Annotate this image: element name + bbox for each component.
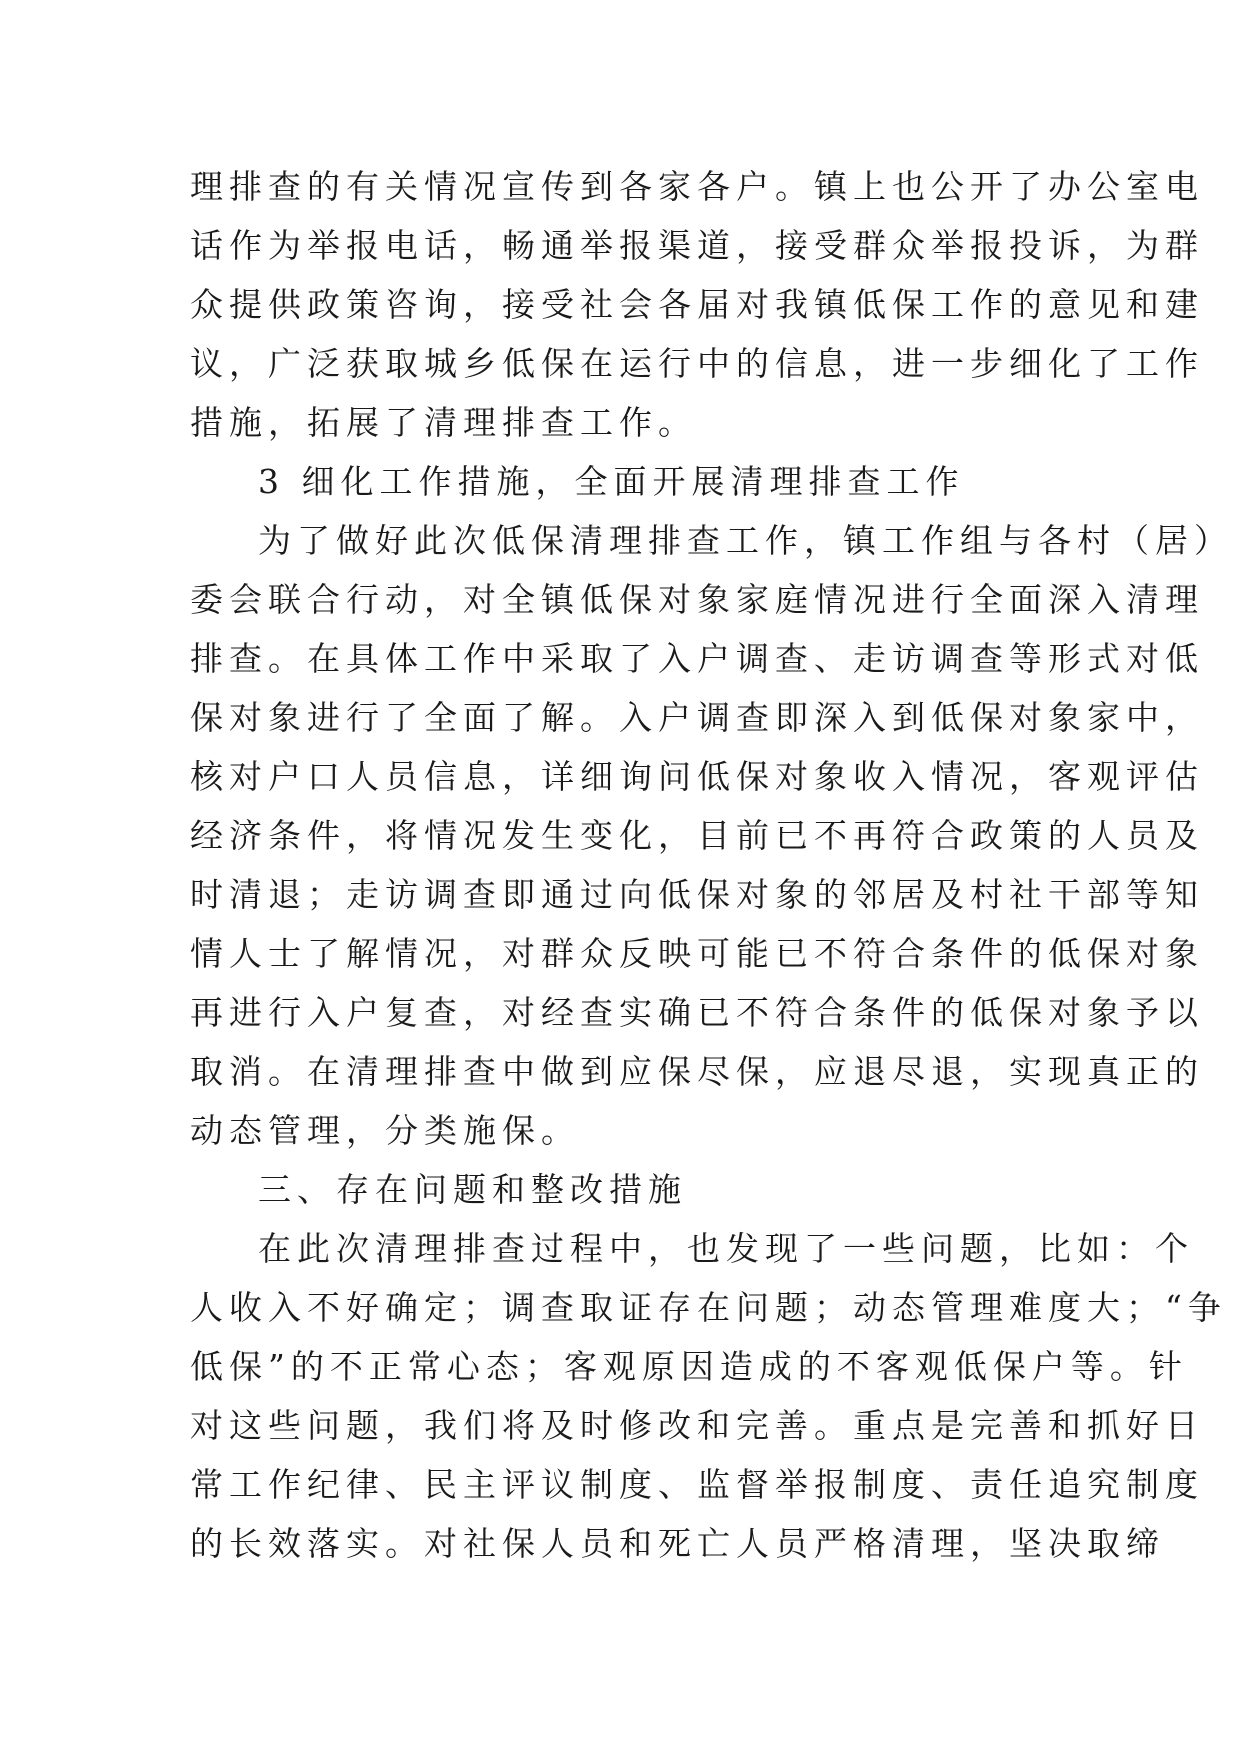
text-line: 理排查的有关情况宣传到各家各户。镇上也公开了办公室电: [190, 167, 1204, 206]
text-line: 取消。在清理排查中做到应保尽保，应退尽退，实现真正的: [190, 1052, 1204, 1091]
text-line: 常工作纪律、民主评议制度、监督举报制度、责任追究制度: [190, 1465, 1204, 1504]
section-heading: 3 细化工作措施，全面开展清理排查工作: [258, 462, 965, 501]
text-line: 措施，拓展了清理排查工作。: [190, 403, 697, 442]
paragraph-first-line: 为了做好此次低保清理排查工作，镇工作组与各村（居）: [258, 521, 1233, 560]
text-line: 情人士了解情况，对群众反映可能已不符合条件的低保对象: [190, 934, 1204, 973]
text-line: 保对象进行了全面了解。入户调查即深入到低保对象家中，: [190, 698, 1204, 737]
text-line: 委会联合行动，对全镇低保对象家庭情况进行全面深入清理: [190, 580, 1204, 619]
paragraph-first-line: 在此次清理排查过程中，也发现了一些问题，比如：个: [258, 1229, 1194, 1268]
text-line: 人收入不好确定；调查取证存在问题；动态管理难度大；“争: [190, 1288, 1227, 1327]
text-line: 核对户口人员信息，详细询问低保对象收入情况，客观评估: [190, 757, 1204, 796]
text-line: 低保”的不正常心态；客观原因造成的不客观低保户等。针: [190, 1347, 1188, 1386]
text-line: 排查。在具体工作中采取了入户调查、走访调查等形式对低: [190, 639, 1204, 678]
text-line: 经济条件，将情况发生变化，目前已不再符合政策的人员及: [190, 816, 1204, 855]
text-line: 众提供政策咨询，接受社会各届对我镇低保工作的意见和建: [190, 285, 1204, 324]
text-line: 议，广泛获取城乡低保在运行中的信息，进一步细化了工作: [190, 344, 1204, 383]
text-line: 时清退；走访调查即通过向低保对象的邻居及村社干部等知: [190, 875, 1204, 914]
text-line: 的长效落实。对社保人员和死亡人员严格清理，坚决取缔: [190, 1524, 1165, 1563]
text-line: 再进行入户复查，对经查实确已不符合条件的低保对象予以: [190, 993, 1204, 1032]
text-line: 对这些问题，我们将及时修改和完善。重点是完善和抓好日: [190, 1406, 1204, 1445]
text-line: 话作为举报电话，畅通举报渠道，接受群众举报投诉，为群: [190, 226, 1204, 265]
section-heading: 三、存在问题和整改措施: [258, 1170, 687, 1209]
text-line: 动态管理，分类施保。: [190, 1111, 580, 1150]
